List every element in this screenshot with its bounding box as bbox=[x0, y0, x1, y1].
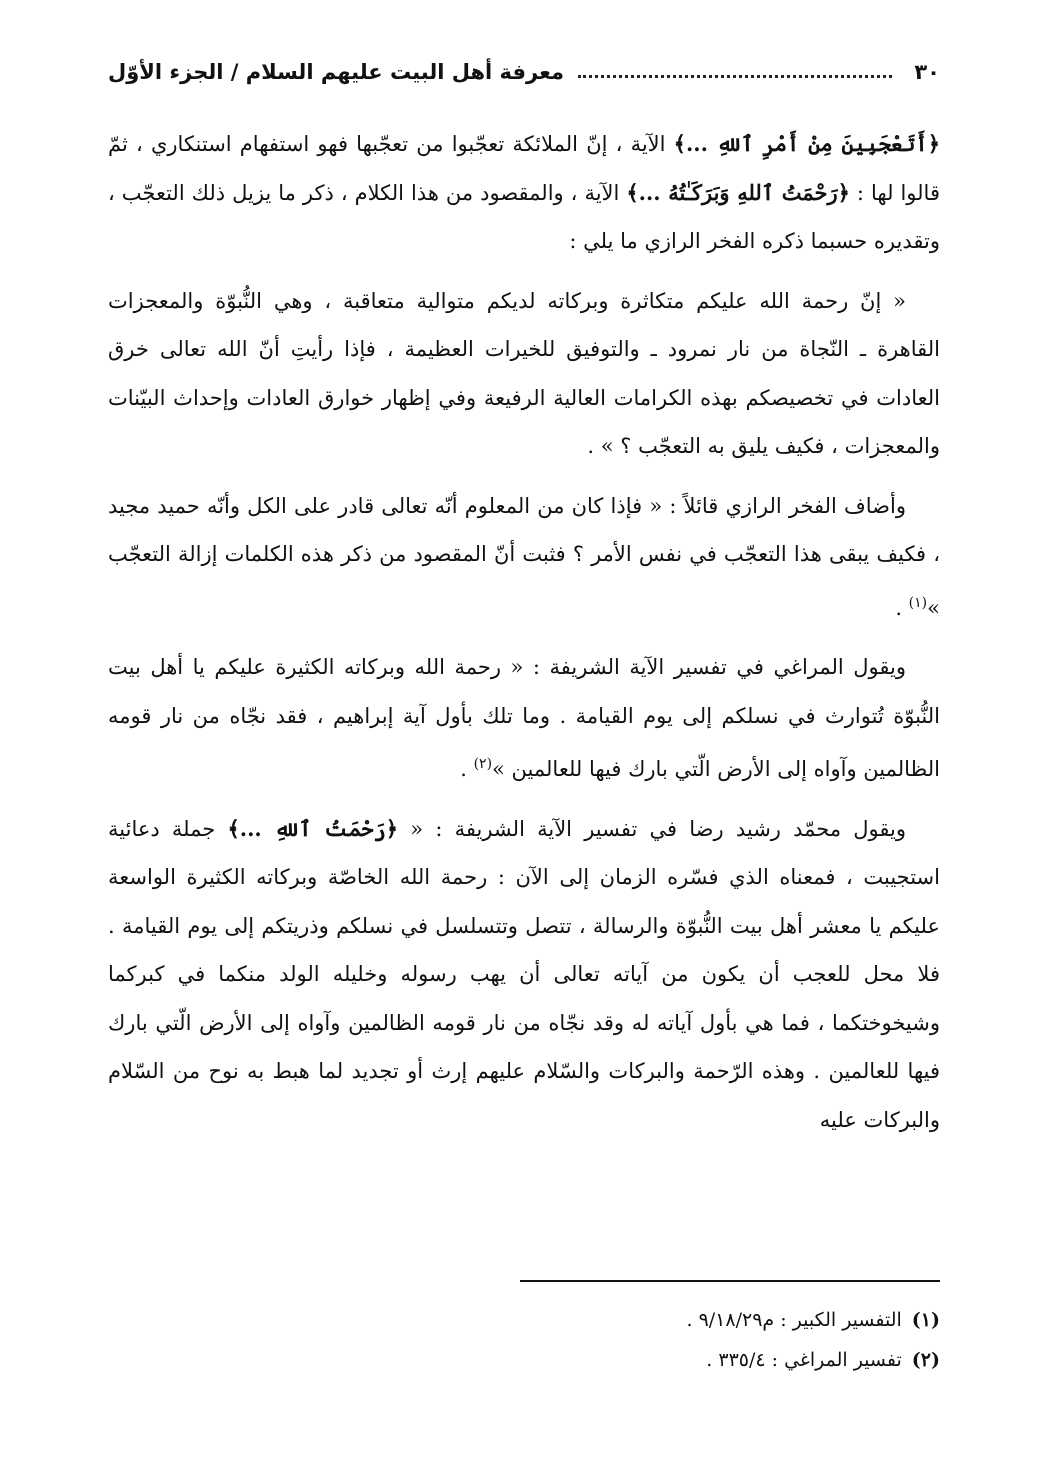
footnote-ref: (٢) bbox=[473, 756, 493, 772]
paragraph-end: . bbox=[460, 757, 474, 781]
header-leader-dots bbox=[578, 75, 892, 78]
quran-verse: ﴿رَحْمَتُ ٱللهِ وَبَرَكَـٰتُهُ ...﴾ bbox=[626, 179, 850, 205]
main-text bbox=[108, 120, 940, 1155]
paragraph-2 bbox=[108, 277, 940, 471]
page-number: ٣٠ bbox=[914, 60, 940, 84]
footnote-1 bbox=[108, 1300, 940, 1340]
paragraph-text: الآية ، إنّ الملائكة تعجّبوا من تعجّبها فهو استفهام استنكاري ، ثمّ قالوا لها : bbox=[108, 132, 940, 205]
footnote-divider bbox=[520, 1280, 940, 1282]
quran-verse: ﴿أَتَعْجَبِينَ مِنْ أَمْرِ ٱللهِ ...﴾ bbox=[673, 131, 940, 156]
quran-verse: ﴿رَحْمَتُ ٱللهِ ...﴾ bbox=[227, 815, 399, 841]
paragraph-text: جملة دعائية استجيبت ، فمعناه الذي فسّره الزمان إلى الآن : رحمة الله الخاصّة وبركاته الكثيرة الواسعة عليكم يا معشر أهل بيت النُّبوّة والرسالة ، تتصل وتتسلسل في نسلكم وذريتكم إلى يوم القيامة . فلا محل للعجب أن يكون من آياته تعالى أن يهب رسوله وخليله الولد منكما في كبركما وشيخوختكما ، فما هي بأول آياته له وقد نجّاه من نار قومه الظالمين وآواه إلى الأرض الّتي بارك فيها للعالمين . وهذه الرّحمة والبركات والسّلام عليهم إرث أو تجديد لما هبط به نوح من السّلام والبركات عليه bbox=[108, 816, 940, 1132]
footnote-text: تفسير المراغي : ٣٣٥/٤ . bbox=[706, 1349, 902, 1371]
paragraph-text: الآية ، والمقصود من هذا الكلام ، ذكر ما يزيل ذلك التعجّب ، وتقديره حسبما ذكره الفخر الرازي ما يلي : bbox=[108, 180, 940, 253]
footnote-number: (١) bbox=[911, 1309, 940, 1331]
paragraph-text: ويقول محمّد رشيد رضا في تفسير الآية الشريفة : « bbox=[398, 816, 906, 841]
footnotes bbox=[108, 1300, 940, 1380]
paragraph-text: وأضاف الفخر الرازي قائلاً : « فإذا كان من المعلوم أنّه تعالى قادر على الكل وأنّه حميد مجيد ، فكيف يبقى هذا التعجّب في نفس الأمر ؟ فثبت أنّ المقصود من ذكر هذه الكلمات إزالة التعجّب » bbox=[108, 493, 940, 620]
paragraph-3 bbox=[108, 482, 940, 633]
paragraph-end: . bbox=[895, 595, 909, 620]
footnote-number: (٢) bbox=[911, 1349, 940, 1371]
paragraph-text: ويقول المراغي في تفسير الآية الشريفة : « رحمة الله وبركاته الكثيرة عليكم يا أهل بيت النُّبوّة تُتوارث في نسلكم إلى يوم القيامة . وما تلك بأول آية إبراهيم ، فقد نجّاه من نار قومه الظالمين وآواه إلى الأرض الّتي بارك فيها للعالمين » bbox=[108, 655, 940, 781]
paragraph-4 bbox=[108, 643, 940, 794]
footnote-2 bbox=[108, 1340, 940, 1380]
footnote-text: التفسير الكبير : م٩/١٨/٢٩ . bbox=[686, 1309, 902, 1331]
paragraph-1 bbox=[108, 120, 940, 266]
running-header bbox=[108, 52, 940, 92]
footnote-ref: (١) bbox=[908, 594, 928, 611]
book-title: معرفة أهل البيت عليهم السلام / الجزء الأوّل bbox=[108, 60, 564, 84]
paragraph-text: « إنّ رحمة الله عليكم متكاثرة وبركاته لديكم متوالية متعاقبة ، وهي النُّبوّة والمعجزات القاهرة ـ النّجاة من نار نمرود ـ والتوفيق للخيرات العظيمة ، فإذا رأيتِ أنّ الله تعالى خرق العادات في تخصيصكم بهذه الكرامات العالية الرفيعة وفي إظهار خوارق العادات وإحداث البيّنات والمعجزات ، فكيف يليق به التعجّب ؟ » . bbox=[108, 288, 940, 458]
paragraph-5 bbox=[108, 805, 940, 1145]
